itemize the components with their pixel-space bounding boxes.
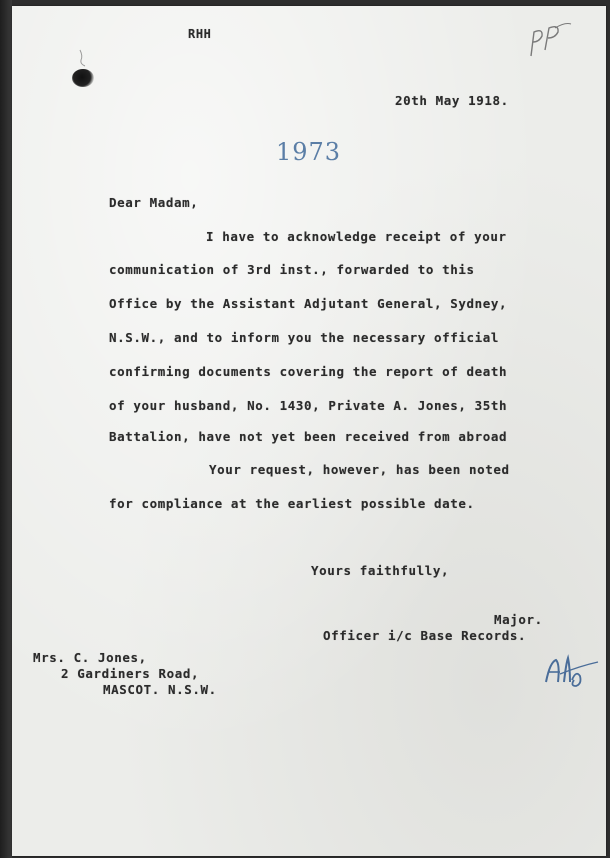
closing: Yours faithfully,	[311, 563, 450, 578]
addressee-name: Mrs. C. Jones,	[33, 650, 147, 665]
body-line: of your husband, No. 1430, Private A. Jones, 35th	[109, 398, 508, 413]
addressee-town: MASCOT. N.S.W.	[103, 682, 217, 697]
body-line: I have to acknowledge receipt of your	[206, 229, 507, 244]
salutation: Dear Madam,	[109, 195, 199, 210]
file-number-stamp: 1973	[276, 138, 342, 166]
punch-hole	[72, 69, 94, 87]
body-line: Battalion, have not yet been received from abroad	[109, 429, 508, 444]
body-line: Your request, however, has been noted	[209, 462, 510, 477]
scan-edge	[0, 0, 12, 858]
body-line: confirming documents covering the report of death	[109, 364, 508, 379]
body-line: communication of 3rd inst., forwarded to this	[109, 262, 475, 277]
letter-date: 20th May 1918.	[395, 93, 509, 108]
body-line: N.S.W., and to inform you the necessary official	[109, 330, 500, 345]
body-line: Office by the Assistant Adjutant General, Sydney,	[109, 296, 508, 311]
reference-code: RHH	[188, 27, 212, 41]
handwritten-initials-icon	[540, 652, 600, 688]
handwritten-note-pp	[525, 20, 577, 62]
pencil-tick-icon	[76, 48, 90, 68]
addressee-street: 2 Gardiners Road,	[61, 666, 200, 681]
signatory-rank: Major.	[494, 612, 543, 627]
signatory-office: Officer i/c Base Records.	[323, 628, 527, 643]
body-line: for compliance at the earliest possible date.	[109, 496, 475, 511]
